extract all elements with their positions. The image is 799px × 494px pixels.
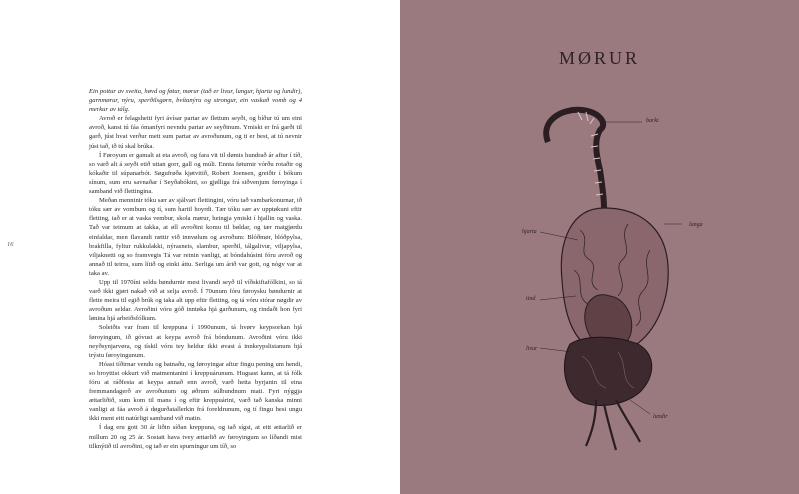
label-lunga: lunga — [689, 222, 703, 228]
label-barki: barki — [646, 118, 659, 124]
body-text — [89, 87, 302, 451]
page-number: 16 — [7, 241, 14, 248]
body-paragraph: Í dag eru gott 30 ár liðin síðan kreppuna, og tað sígst, at eitt ættarlið er millum 20 og 25 ár. Sostatt hava tvey ættarlið av føroyingum so líðandi mist tilknýtið til avroðini, og tað er ein spurningur um tíð, so — [89, 424, 302, 450]
body-paragraph: Avroð er felagsheiti fyri ávísar partar av flettum seyði, og bíður tú um eini avroð, kanst tú fáa ómanfyri nevndu partar av seyðinum. Ymiskt er frá garði til garð, júst hvat verður mett sum partar av avroðunum, og ti er best, at tú nevnir júst tað, ið tú skal brúka. — [89, 115, 302, 150]
body-paragraph: Upp til 1970íni seldu bøndurnir mest livandi seyð til víðskiftafólkini, so tá varð ikki gjørt nakað við at selja avroð. Í 70unum fóru føroysku bøndurnir at flette meira til egið brúk og taka alt upp eftir fletting, og tá vóru stórar nøgdir av avroðum seldar. Avroðini vóru góð inntøka hjá garðunum, og rindaði hon fyri lønina hjá arbeiðsfólkum. — [89, 278, 302, 323]
label-hjarta: hjarta — [522, 229, 537, 235]
body-paragraph: Í Føroyum er gamalt at eta avroð, og fara vit til dømis hundrað ár aftur í tíð, so varð alt á seyði etið uttan gorr, gall og múli. Ennta føturnir vórðu rotaðir og kókaðir til súpanarbót. Søgufrøða kjøtvitið, Robert Joensen, greiðir í bókum sínum, sum eru savnaðar í Seyðabókini, so gjølliga frá siðvenjum føroyinga í samband við flettingina. — [89, 151, 302, 196]
vessels-drawing — [586, 400, 640, 450]
body-paragraph: Meðan menninir tóku sær av sjálvari flettingini, vóru tað vambarkonurnar, ið tóku sær av vombum og tí, sum hartil hoyrdi. Tær tóku sær av upptøkuni eftir fletting, tað er at vaska vembur, skola mørur, heingja ymiskt í hjallin og vaska. Tað var teimum at takka, at øll avroðini komu til bøldar, og tær matgjørdu einfaldar, men flavandi rættir við innvølum og avroðum: Blóðmør, blóðpylsa, brakfilla, fyltur rukkulakki, nýrasneis, slambur, sperðil, tálgalivur, viljapylsa, viljaknetti og so framvegis Tá var reinin vanligt, at bóndahúsini fóru avroð og annað til teirra, sum lítið og einki áttu. Serliga um árið var gott, og nógv var at taka av. — [89, 197, 302, 277]
label-livur: livur — [526, 346, 538, 352]
label-tind: tind — [526, 296, 536, 302]
label-lundir: lundir — [653, 414, 668, 420]
body-paragraph: Hóast tíðirnar vendu og batnaðu, og føroyingar aftur fingu pening um hendi, so broyttist okkurt við matmentanini í kreppuárunum. Hugsast kann, at tá fólk fóru at ráðfesta at keypa annað enn avroð, varð hetta byrjanin til eina fremmandagerð av avroðunum og øðrum súlbundnum mati. Fyri nýggja ættarliðið, sum kom til mans í og eftir kreppuárini, varð tað kanska minni vanligt at fáa avroð á døgurðatallerkin frá foreldrunum, og tí fingu hesi ungu ikki ment eitt natúrligt samband við matin. — [89, 360, 302, 423]
intro-paragraph: Ein pottur av sveita, høvd og føtur, mørur (tað er livur, lungur, hjarta og lundir), garnmørur, nýru, sperðilsgørn, bvítanýru og strongur, ein vaskað vomb og 4 merkur av tálg. — [89, 88, 302, 114]
organ-illustration — [500, 100, 730, 470]
liver-drawing — [564, 337, 651, 405]
page-title: MØRUR — [558, 48, 640, 68]
body-paragraph: Soleiðis var fram til kreppuna í 1990unum, tá hvørv keypsorkan hjá føroyingum, ið góvust at keypa avroð frá bóndunum. Avroðini vóru ikki neyðsynjarvøra, og tískil vóru tey heldur ikki øvast á innkeypslistanum hjá trýstu føroyingunum. — [89, 324, 302, 359]
